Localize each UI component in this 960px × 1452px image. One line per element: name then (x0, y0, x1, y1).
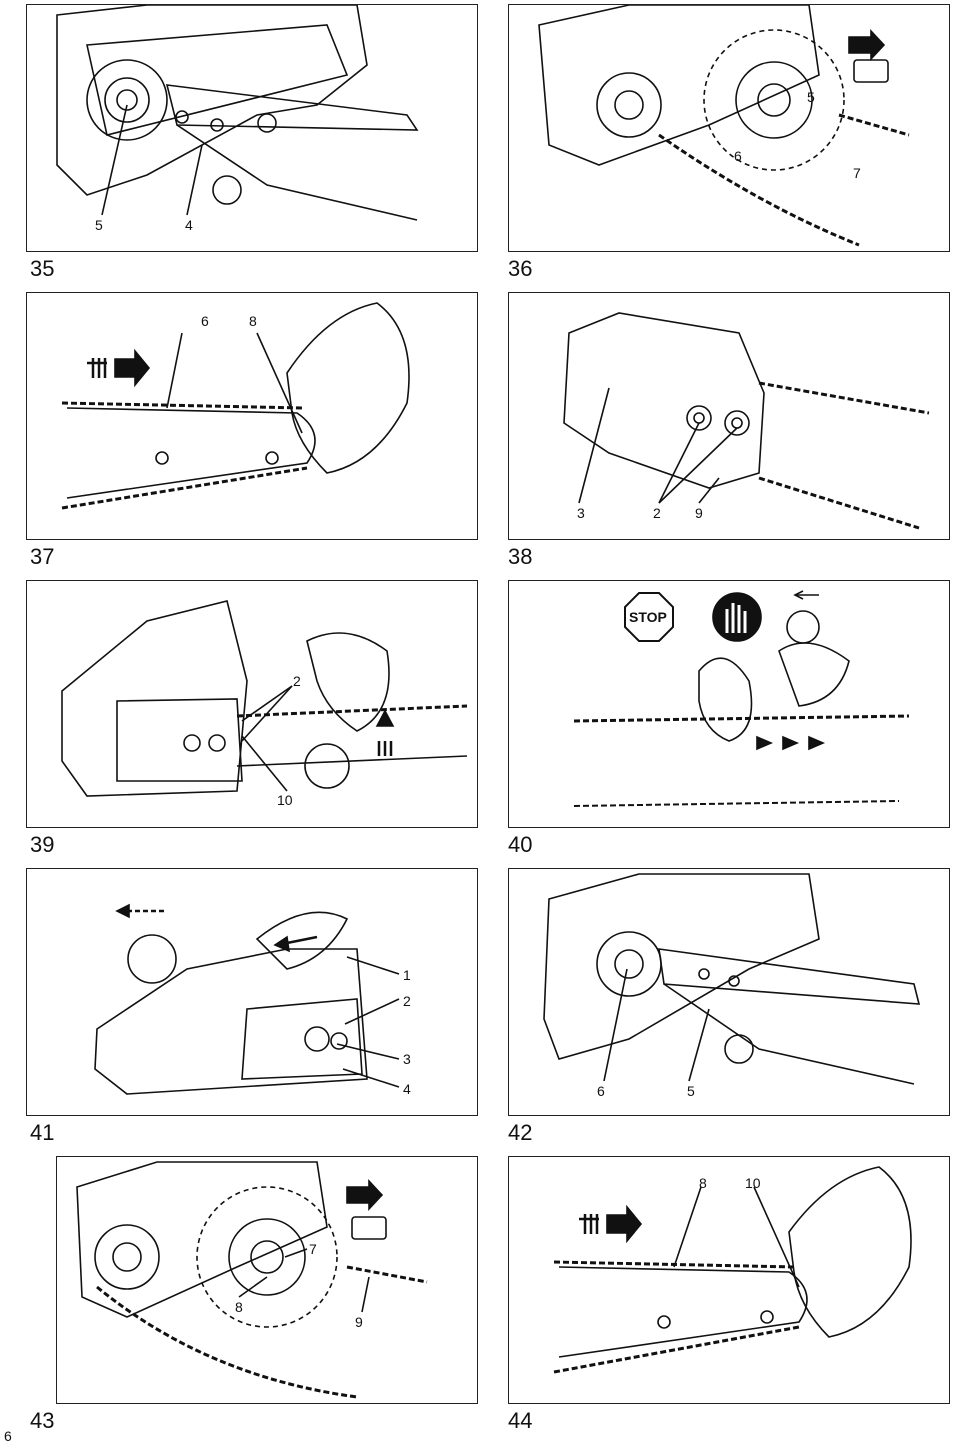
callout-3: 3 (577, 505, 585, 521)
figure-38-drawing (509, 293, 949, 539)
figure-42-panel (508, 868, 950, 1116)
callout-1: 1 (403, 967, 411, 983)
figure-35-panel (26, 4, 478, 252)
figure-43-number: 43 (30, 1408, 55, 1433)
figure-35-number: 35 (30, 256, 55, 281)
figure-40-panel (508, 580, 950, 828)
figure-39-number: 39 (30, 832, 55, 857)
callout-6: 6 (201, 313, 209, 329)
callout-2: 2 (293, 673, 301, 689)
callout-4: 4 (185, 217, 193, 233)
figure-41-drawing (27, 869, 477, 1115)
callout-4: 4 (403, 1081, 411, 1097)
callout-9: 9 (355, 1314, 363, 1330)
stop-sign-label: STOP (629, 609, 667, 625)
callout-2: 2 (403, 993, 411, 1009)
callout-5: 5 (687, 1083, 695, 1099)
callout-7: 7 (309, 1241, 317, 1257)
figure-41-panel (26, 868, 478, 1116)
figure-37-panel (26, 292, 478, 540)
callout-9: 9 (695, 505, 703, 521)
callout-6: 6 (734, 148, 742, 164)
callout-10: 10 (277, 792, 293, 808)
figure-44-drawing (509, 1157, 949, 1403)
callout-10: 10 (745, 1175, 761, 1191)
figure-36-drawing (509, 5, 949, 251)
figure-42-number: 42 (508, 1120, 533, 1145)
callout-8: 8 (235, 1299, 243, 1315)
page-number: 6 (4, 1428, 12, 1444)
figure-44-panel (508, 1156, 950, 1404)
figure-38-panel (508, 292, 950, 540)
callout-2: 2 (653, 505, 661, 521)
figure-40-number: 40 (508, 832, 533, 857)
sprocket-icon (128, 935, 176, 983)
callout-6: 6 (597, 1083, 605, 1099)
callout-5: 5 (95, 217, 103, 233)
callout-7: 7 (853, 165, 861, 181)
figure-37-drawing (27, 293, 477, 539)
callout-8: 8 (249, 313, 257, 329)
figure-44-number: 44 (508, 1408, 533, 1433)
figure-36-panel (508, 4, 950, 252)
figure-37-number: 37 (30, 544, 55, 569)
figure-35-drawing (27, 5, 477, 251)
figure-36-number: 36 (508, 256, 533, 281)
figure-40-drawing (509, 581, 949, 827)
callout-3: 3 (403, 1051, 411, 1067)
figure-43-drawing (57, 1157, 477, 1403)
figure-41-number: 41 (30, 1120, 55, 1145)
figure-43-panel (56, 1156, 478, 1404)
callout-8: 8 (699, 1175, 707, 1191)
gloves-icon (713, 593, 761, 641)
figure-39-drawing (27, 581, 477, 827)
figure-38-number: 38 (508, 544, 533, 569)
callout-5: 5 (807, 89, 815, 105)
figure-39-panel (26, 580, 478, 828)
sprocket-icon (787, 611, 819, 643)
figure-42-drawing (509, 869, 949, 1115)
